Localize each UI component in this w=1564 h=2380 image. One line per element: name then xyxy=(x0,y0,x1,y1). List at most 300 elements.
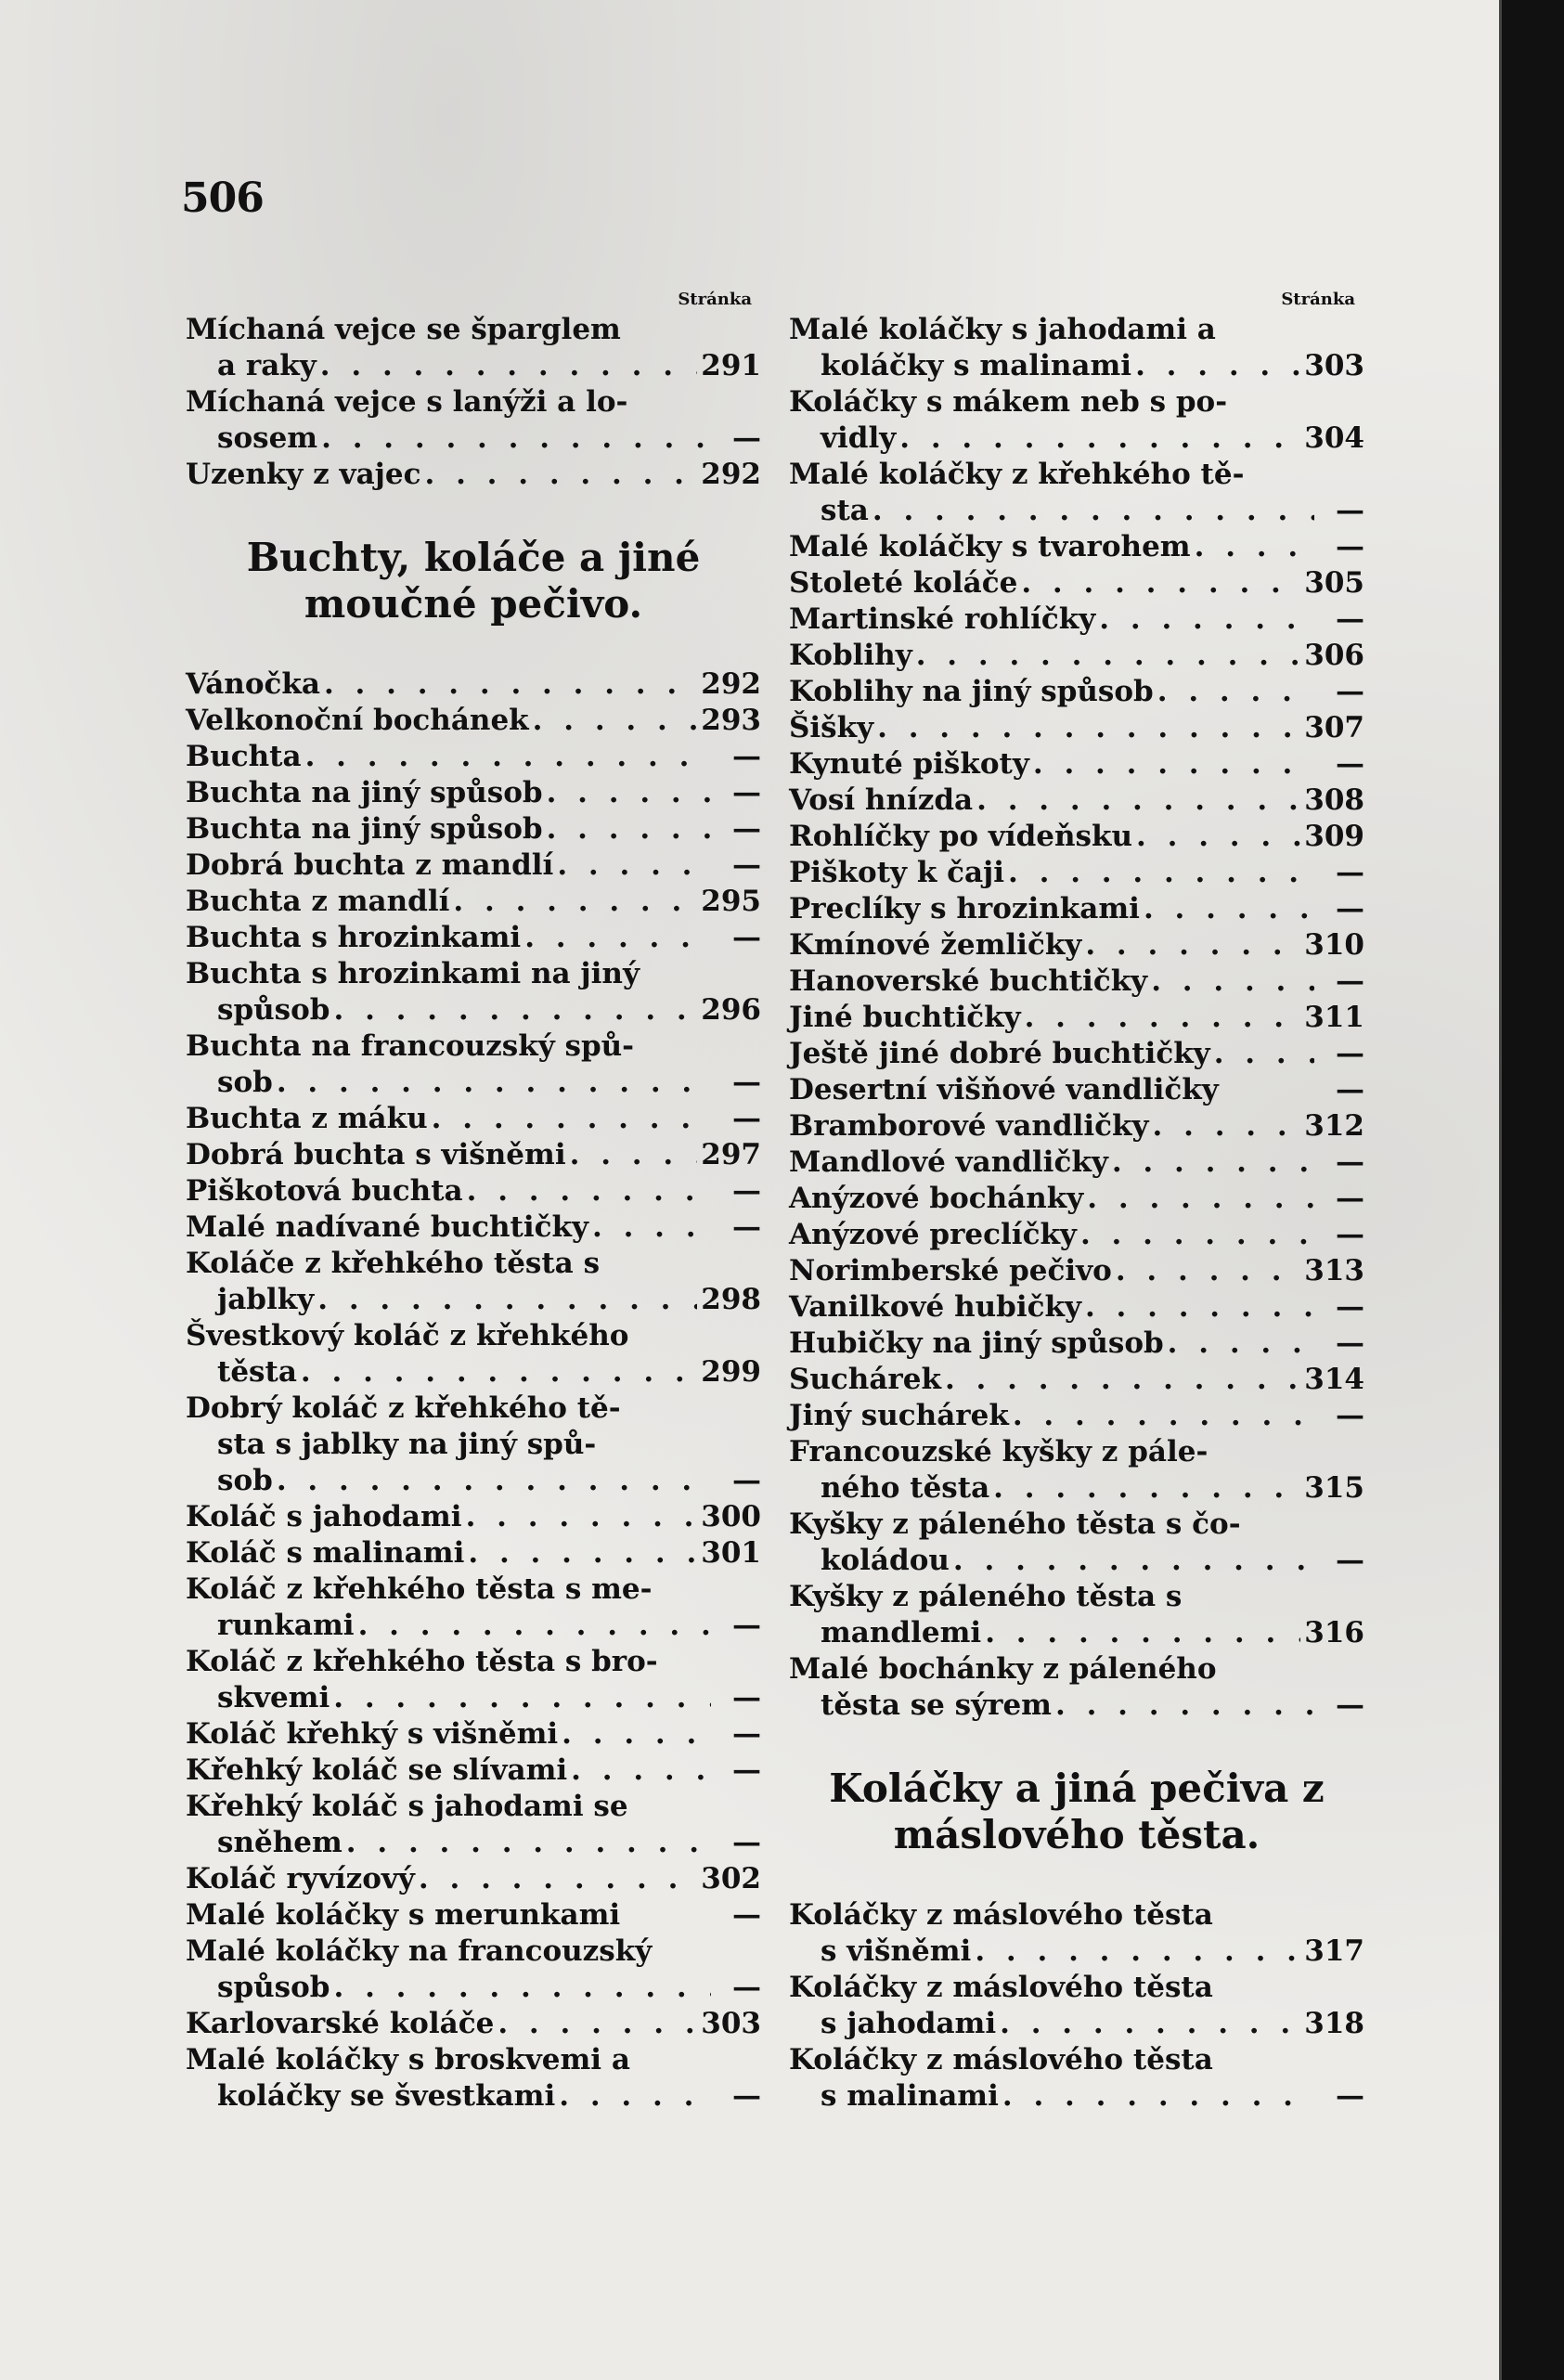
entry-title: spůsob xyxy=(217,993,330,1027)
dot-leader xyxy=(321,420,711,457)
dot-leader xyxy=(570,1137,698,1173)
dot-leader xyxy=(317,1282,697,1318)
entry-title: sob xyxy=(217,1066,273,1099)
entry-page: 315 xyxy=(1304,1471,1364,1505)
dot-leader xyxy=(419,1861,697,1897)
dot-leader xyxy=(1116,1253,1300,1289)
index-entry xyxy=(789,1326,1364,1362)
entry-page: — xyxy=(732,1464,761,1497)
index-entry xyxy=(789,927,1364,964)
page-column-header: Stránka xyxy=(678,290,752,309)
entry-title: Malé nadívané buchtičky xyxy=(186,1210,589,1244)
entry-title: ného těsta xyxy=(821,1471,990,1505)
dot-leader xyxy=(547,811,711,847)
index-entry xyxy=(186,1463,761,1499)
entry-title: Buchta s hrozinkami xyxy=(186,921,522,954)
entry-page: — xyxy=(1336,892,1364,925)
entry-title: Bramborové vandličky xyxy=(789,1109,1149,1143)
entry-page: — xyxy=(1336,1218,1364,1251)
dot-leader xyxy=(1002,2078,1314,2115)
index-entry xyxy=(186,1644,761,1680)
entry-page: — xyxy=(732,812,761,846)
entry-title: Stoleté koláče xyxy=(789,566,1018,600)
entry-page: — xyxy=(1336,1290,1364,1324)
entry-title: Koláč z křehkého těsta s bro- xyxy=(186,1645,658,1678)
entry-page: — xyxy=(732,1681,761,1714)
dot-leader xyxy=(899,420,1300,457)
dot-leader xyxy=(1087,1181,1314,1217)
entry-page: — xyxy=(732,921,761,954)
entry-title: Malé koláčky s merunkami xyxy=(186,1898,621,1932)
entry-title: Malé koláčky z křehkého tě- xyxy=(789,458,1245,491)
entry-page: 297 xyxy=(701,1138,761,1171)
entry-title: Norimberské pečivo xyxy=(789,1254,1112,1287)
index-entry xyxy=(789,1934,1364,1970)
dot-leader xyxy=(1085,927,1300,964)
section-title: Buchty, koláče a jiné moučné pečivo. xyxy=(246,535,701,627)
entry-page: — xyxy=(732,1717,761,1751)
index-entry xyxy=(186,920,761,956)
dot-leader xyxy=(1013,1398,1314,1434)
entry-page: — xyxy=(1336,2079,1364,2113)
entry-title: Desertní višňové vandličky xyxy=(789,1073,1219,1106)
index-entry xyxy=(789,493,1364,529)
index-entry xyxy=(186,775,761,811)
entry-page: 302 xyxy=(701,1862,761,1895)
dot-leader xyxy=(993,1470,1300,1507)
dot-leader xyxy=(985,1615,1300,1651)
entry-title: Buchta na jiný spůsob xyxy=(186,812,543,846)
index-entry xyxy=(186,1318,761,1354)
index-entry xyxy=(789,420,1364,457)
index-entry xyxy=(186,1137,761,1173)
index-entry xyxy=(186,1028,761,1065)
entry-page: — xyxy=(1336,964,1364,998)
entry-page: 292 xyxy=(701,458,761,491)
index-entry xyxy=(186,1789,761,1825)
entry-page: 313 xyxy=(1304,1254,1364,1287)
dot-leader xyxy=(1112,1145,1314,1181)
index-entry xyxy=(186,1970,761,2006)
entry-title: Koblihy xyxy=(789,639,912,672)
index-entry xyxy=(186,1065,761,1101)
index-entry xyxy=(789,1688,1364,1724)
entry-title: sta s jablky na jiný spů- xyxy=(217,1428,597,1461)
index-entry xyxy=(789,1181,1364,1217)
index-entry xyxy=(789,891,1364,927)
entry-page: 301 xyxy=(701,1536,761,1570)
entry-title: těsta se sýrem xyxy=(821,1688,1052,1722)
index-entry xyxy=(789,964,1364,1000)
dot-leader xyxy=(498,2006,697,2042)
entry-page: — xyxy=(732,1609,761,1642)
entry-title: Křehký koláč se slívami xyxy=(186,1753,568,1787)
dot-leader xyxy=(333,1970,711,2006)
dot-leader xyxy=(557,847,711,884)
entries-list xyxy=(186,312,761,493)
entry-page: — xyxy=(1336,494,1364,527)
entry-title: Velkonoční bochánek xyxy=(186,704,529,737)
index-entry xyxy=(186,956,761,992)
index-entry xyxy=(789,1289,1364,1326)
entry-title: Hubičky na jiný spůsob xyxy=(789,1326,1164,1360)
entry-title: Vanilkové hubičky xyxy=(789,1290,1081,1324)
entry-page: — xyxy=(1336,1326,1364,1360)
dot-leader xyxy=(975,1934,1300,1970)
entry-title: Buchta na francouzský spů- xyxy=(186,1029,635,1063)
index-entry xyxy=(186,992,761,1028)
entry-page: 298 xyxy=(701,1283,761,1316)
index-entry xyxy=(186,1716,761,1753)
index-entry xyxy=(186,1572,761,1608)
entry-title: runkami xyxy=(217,1609,355,1642)
entry-title: Koláč křehký s višněmi xyxy=(186,1717,559,1751)
entry-title: Kyšky z páleného těsta s xyxy=(789,1580,1183,1613)
dot-leader xyxy=(1021,565,1300,601)
index-entry xyxy=(186,1680,761,1716)
entry-page: — xyxy=(732,421,761,455)
entry-title: Piškotová buchta xyxy=(186,1174,463,1208)
entry-title: Koláč ryvízový xyxy=(186,1862,415,1895)
index-entry xyxy=(789,1217,1364,1253)
index-entry xyxy=(789,1108,1364,1145)
dot-leader xyxy=(1000,2006,1300,2042)
dot-leader xyxy=(571,1753,711,1789)
entry-page: 303 xyxy=(701,2007,761,2040)
entry-title: sněhem xyxy=(217,1826,343,1859)
entry-page: — xyxy=(732,1826,761,1859)
index-entry xyxy=(186,1173,761,1209)
dot-leader xyxy=(1214,1036,1314,1072)
index-entry xyxy=(789,2006,1364,2042)
entry-page: — xyxy=(732,1210,761,1244)
entry-page: 312 xyxy=(1304,1109,1364,1143)
dot-leader xyxy=(524,920,711,956)
left-column xyxy=(186,288,761,2115)
dot-leader xyxy=(1157,674,1314,710)
index-entry xyxy=(186,1101,761,1137)
index-entry xyxy=(186,666,761,703)
entry-title: s jahodami xyxy=(821,2007,997,2040)
entry-title: Křehký koláč s jahodami se xyxy=(186,1790,628,1823)
entry-page: — xyxy=(732,1971,761,2004)
entry-page: — xyxy=(732,1753,761,1787)
index-entry xyxy=(789,1897,1364,1934)
entry-title: Malé bochánky z páleného xyxy=(789,1652,1217,1686)
index-entry xyxy=(789,638,1364,674)
entry-title: a raky xyxy=(217,349,317,382)
index-entry xyxy=(789,2042,1364,2078)
dot-leader xyxy=(916,638,1301,674)
entry-page: 310 xyxy=(1304,928,1364,962)
entry-page: — xyxy=(732,776,761,809)
entry-page: 295 xyxy=(701,885,761,918)
index-entry xyxy=(789,601,1364,638)
dot-leader xyxy=(305,739,711,775)
entry-title: sob xyxy=(217,1464,273,1497)
entry-page: 311 xyxy=(1304,1001,1364,1034)
entry-page: 296 xyxy=(701,993,761,1027)
index-entry xyxy=(186,1282,761,1318)
index-entry xyxy=(186,1427,761,1463)
index-entry xyxy=(789,384,1364,420)
entry-title: Jiný suchárek xyxy=(789,1399,1009,1432)
dot-leader xyxy=(333,1680,711,1716)
entry-title: Uzenky z vajec xyxy=(186,458,421,491)
entry-title: Hanoverské buchtičky xyxy=(789,964,1148,998)
entry-title: Koláč s jahodami xyxy=(186,1500,462,1533)
entry-page: 306 xyxy=(1304,639,1364,672)
entry-page: — xyxy=(1336,747,1364,781)
entries-list xyxy=(789,312,1364,1724)
dot-leader xyxy=(559,2078,711,2115)
dot-leader xyxy=(324,666,697,703)
entry-title: Švestkový koláč z křehkého xyxy=(186,1319,629,1352)
entry-title: Koláče z křehkého těsta s xyxy=(186,1247,601,1280)
entry-title: Kyšky z páleného těsta s čo- xyxy=(789,1507,1241,1541)
index-entry xyxy=(186,1354,761,1390)
entry-title: Míchaná vejce se šparglem xyxy=(186,313,621,346)
entry-title: Karlovarské koláče xyxy=(186,2007,495,2040)
entry-title: Dobrá buchta s višněmi xyxy=(186,1138,566,1171)
entry-title: sta xyxy=(821,494,869,527)
index-entry xyxy=(186,1897,761,1934)
entry-title: skvemi xyxy=(217,1681,330,1714)
entry-page: — xyxy=(732,740,761,773)
entry-title: Koláč s malinami xyxy=(186,1536,465,1570)
entry-page: — xyxy=(1336,675,1364,708)
entry-title: Kmínové žemličky xyxy=(789,928,1082,962)
entry-title: Buchta xyxy=(186,740,302,773)
entry-title: Mandlové vandličky xyxy=(789,1145,1108,1179)
index-entry xyxy=(789,457,1364,493)
dot-leader xyxy=(562,1716,711,1753)
entry-page: 293 xyxy=(701,704,761,737)
index-entry xyxy=(186,1246,761,1282)
entry-page: — xyxy=(732,848,761,882)
entry-title: Koblihy na jiný spůsob xyxy=(789,675,1154,708)
entry-page: 309 xyxy=(1304,820,1364,853)
entry-title: koládou xyxy=(821,1544,950,1577)
dot-leader xyxy=(466,1499,698,1535)
index-entry xyxy=(789,1253,1364,1289)
entry-title: Anýzové bochánky xyxy=(789,1182,1084,1215)
entry-title: Koláčky z máslového těsta xyxy=(789,1898,1213,1932)
index-entry xyxy=(186,1535,761,1572)
dot-leader xyxy=(872,493,1314,529)
dot-leader xyxy=(301,1354,697,1390)
index-entry xyxy=(789,312,1364,348)
right-column xyxy=(789,288,1364,2115)
dot-leader xyxy=(432,1101,711,1137)
dot-leader xyxy=(1195,529,1314,565)
index-entry xyxy=(789,1072,1364,1108)
entry-title: Piškoty k čaji xyxy=(789,856,1005,889)
dot-leader xyxy=(277,1463,711,1499)
entry-page: 317 xyxy=(1304,1934,1364,1968)
dot-leader xyxy=(953,1543,1314,1579)
index-entry xyxy=(789,1398,1364,1434)
dot-leader xyxy=(1033,746,1314,783)
index-entry xyxy=(789,1507,1364,1543)
dot-leader xyxy=(333,992,697,1028)
entry-page: 291 xyxy=(701,349,761,382)
entry-page: — xyxy=(1336,530,1364,563)
entry-page: — xyxy=(1336,856,1364,889)
index-entry xyxy=(789,1434,1364,1470)
entry-title: Šišky xyxy=(789,711,874,744)
entry-page: 299 xyxy=(701,1355,761,1389)
dot-leader xyxy=(468,1535,697,1572)
dot-leader xyxy=(533,703,698,739)
index-entry xyxy=(186,312,761,348)
dot-leader xyxy=(467,1173,711,1209)
entry-title: Rohlíčky po vídeňsku xyxy=(789,820,1133,853)
dot-leader xyxy=(1080,1217,1314,1253)
index-entry xyxy=(186,739,761,775)
entry-title: Martinské rohlíčky xyxy=(789,602,1096,636)
dot-leader xyxy=(346,1825,711,1861)
index-entry xyxy=(789,1362,1364,1398)
dot-leader xyxy=(1135,348,1300,384)
entry-title: koláčky se švestkami xyxy=(217,2079,556,2113)
index-entry xyxy=(789,565,1364,601)
adjacent-page-edge xyxy=(1499,0,1564,2380)
index-entry xyxy=(186,1608,761,1644)
entry-page: 307 xyxy=(1304,711,1364,744)
index-entry xyxy=(789,2078,1364,2115)
entry-title: Ještě jiné dobré buchtičky xyxy=(789,1037,1210,1070)
index-entry xyxy=(186,420,761,457)
entry-page: — xyxy=(1336,1073,1364,1106)
entry-page: 303 xyxy=(1304,349,1364,382)
dot-leader xyxy=(592,1209,711,1246)
dot-leader xyxy=(547,775,711,811)
entry-title: těsta xyxy=(217,1355,297,1389)
index-entry xyxy=(186,1934,761,1970)
index-entry xyxy=(186,2042,761,2078)
page-number: 506 xyxy=(181,175,264,222)
entry-page: — xyxy=(1336,1399,1364,1432)
entry-title: vidly xyxy=(821,421,897,455)
entry-title: Koláč z křehkého těsta s me- xyxy=(186,1572,653,1606)
entry-title: Míchaná vejce s lanýži a lo- xyxy=(186,385,628,419)
dot-leader xyxy=(277,1065,711,1101)
entry-title: Malé koláčky s broskvemi a xyxy=(186,2043,630,2076)
entry-page: — xyxy=(1336,602,1364,636)
entry-page: — xyxy=(732,1898,761,1932)
dot-leader xyxy=(453,884,697,920)
index-entry xyxy=(186,703,761,739)
entry-title: jablky xyxy=(217,1283,315,1316)
entry-page: 314 xyxy=(1304,1363,1364,1396)
index-entry xyxy=(186,1390,761,1427)
index-entry xyxy=(789,1000,1364,1036)
index-entry xyxy=(186,847,761,884)
index-entry xyxy=(789,1543,1364,1579)
index-entry xyxy=(186,884,761,920)
index-entry xyxy=(186,1825,761,1861)
entry-page: 316 xyxy=(1304,1616,1364,1649)
index-entry xyxy=(789,674,1364,710)
entry-title: sosem xyxy=(217,421,318,455)
entry-title: Buchta z mandlí xyxy=(186,885,450,918)
dot-leader xyxy=(1055,1688,1314,1724)
entry-page: — xyxy=(732,1102,761,1135)
entry-page: 292 xyxy=(701,667,761,701)
entry-title: Koláčky s mákem neb s po- xyxy=(789,385,1228,419)
entries-list xyxy=(789,1897,1364,2115)
dot-leader xyxy=(1008,855,1314,891)
entry-title: Vánočka xyxy=(186,667,320,701)
entry-title: Anýzové preclíčky xyxy=(789,1218,1077,1251)
entry-page: 305 xyxy=(1304,566,1364,600)
entry-title: Malé koláčky s jahodami a xyxy=(789,313,1216,346)
index-entry xyxy=(789,1145,1364,1181)
section-title: Koláčky a jiná pečiva z máslového těsta. xyxy=(829,1766,1325,1857)
entry-page: — xyxy=(732,1174,761,1208)
entries-list xyxy=(186,666,761,2115)
entry-title: Koláčky z máslového těsta xyxy=(789,2043,1213,2076)
dot-leader xyxy=(945,1362,1300,1398)
index-entry xyxy=(186,348,761,384)
index-entry xyxy=(186,457,761,493)
entry-title: Kynuté piškoty xyxy=(789,747,1029,781)
dot-leader xyxy=(976,783,1300,819)
index-entry xyxy=(186,1861,761,1897)
index-entry xyxy=(186,1753,761,1789)
entry-title: Buchta na jiný spůsob xyxy=(186,776,543,809)
index-entry xyxy=(186,2006,761,2042)
entry-title: Francouzské kyšky z pále- xyxy=(789,1435,1209,1468)
dot-leader xyxy=(1099,601,1314,638)
index-entry xyxy=(186,2078,761,2115)
entry-title: koláčky s malinami xyxy=(821,349,1132,382)
index-entry xyxy=(789,1651,1364,1688)
dot-leader xyxy=(358,1608,711,1644)
entry-title: Malé koláčky na francouzský xyxy=(186,1934,653,1968)
entry-title: Jiné buchtičky xyxy=(789,1001,1021,1034)
index-entry xyxy=(789,529,1364,565)
entry-title: Preclíky s hrozinkami xyxy=(789,892,1140,925)
index-entry xyxy=(789,1615,1364,1651)
index-entry xyxy=(186,384,761,420)
dot-leader xyxy=(320,348,697,384)
page-column-header: Stránka xyxy=(1281,290,1355,309)
entry-page: 300 xyxy=(701,1500,761,1533)
entry-title: spůsob xyxy=(217,1971,330,2004)
dot-leader xyxy=(1085,1289,1314,1326)
entry-title: Malé koláčky s tvarohem xyxy=(789,530,1191,563)
entry-page: — xyxy=(1336,1182,1364,1215)
entry-title: Buchta s hrozinkami na jiný xyxy=(186,957,640,990)
index-entry xyxy=(789,1579,1364,1615)
index-entry xyxy=(186,1499,761,1535)
entry-page: — xyxy=(1336,1145,1364,1179)
index-entry xyxy=(186,1209,761,1246)
index-entry xyxy=(789,1970,1364,2006)
entry-page: — xyxy=(732,2079,761,2113)
dot-leader xyxy=(1168,1326,1314,1362)
entry-page: 304 xyxy=(1304,421,1364,455)
index-entry xyxy=(789,1036,1364,1072)
entry-page: — xyxy=(1336,1037,1364,1070)
dot-leader xyxy=(425,457,698,493)
entry-title: mandlemi xyxy=(821,1616,982,1649)
entry-title: Buchta z máku xyxy=(186,1102,428,1135)
dot-leader xyxy=(1151,964,1314,1000)
entry-title: Suchárek xyxy=(789,1363,941,1396)
